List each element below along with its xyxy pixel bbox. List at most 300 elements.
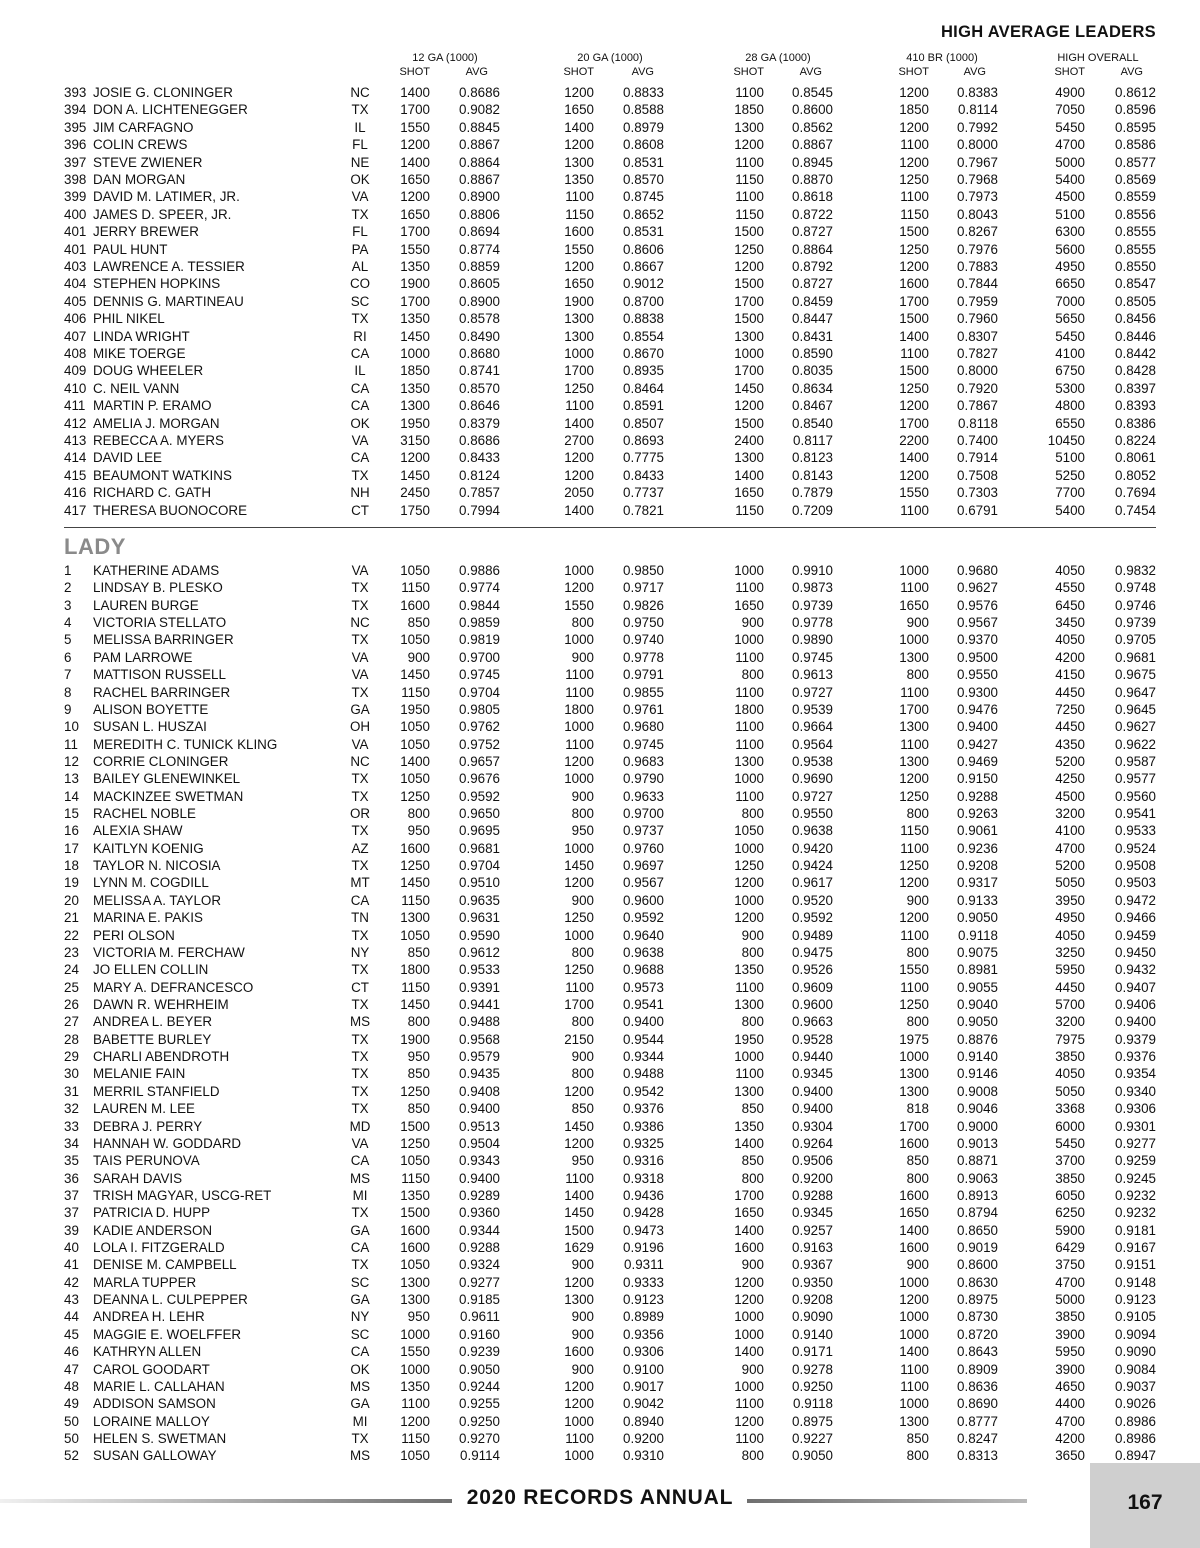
cell-shot-high-overall: 5200	[1055, 753, 1085, 769]
cell-shot-12ga: 1700	[400, 102, 430, 118]
cell-shot-20ga: 1100	[565, 736, 594, 752]
cell-avg-high-overall: 0.8550	[1115, 259, 1156, 274]
cell-avg-410br: 0.9050	[957, 1014, 998, 1030]
cell-avg-20ga: 0.8670	[623, 346, 664, 361]
cell-shot-high-overall: 5950	[1055, 1344, 1085, 1360]
cell-state: MS	[349, 1170, 371, 1186]
cell-avg-12ga: 0.9400	[459, 1101, 500, 1117]
cell-shot-410br: 1650	[899, 1205, 929, 1221]
cell-name: MATTISON RUSSELL	[93, 667, 226, 683]
table-row	[0, 562, 1200, 579]
cell-avg-410br: 0.8247	[957, 1431, 998, 1446]
cell-shot-20ga: 1450	[564, 1205, 594, 1221]
cell-shot-12ga: 1500	[400, 1205, 430, 1221]
cell-shot-20ga: 1000	[564, 840, 594, 856]
cell-shot-410br: 1100	[900, 927, 929, 943]
cell-rank: 27	[64, 1014, 79, 1030]
cell-shot-410br: 900	[906, 615, 929, 631]
cell-avg-410br: 0.7992	[957, 119, 998, 135]
cell-shot-20ga: 1700	[564, 997, 594, 1012]
cell-avg-410br: 0.8636	[957, 1378, 998, 1394]
cell-rank: 413	[64, 433, 87, 448]
cell-shot-12ga: 850	[407, 615, 430, 631]
cell-name: JO ELLEN COLLIN	[93, 962, 209, 978]
cell-avg-12ga: 0.8605	[459, 276, 500, 292]
cell-rank: 43	[64, 1292, 79, 1308]
cell-shot-28ga: 1300	[734, 450, 764, 466]
cell-avg-12ga: 0.8900	[459, 189, 500, 205]
cell-name: C. NEIL VANN	[93, 380, 180, 396]
cell-avg-high-overall: 0.7454	[1115, 502, 1156, 518]
cell-shot-12ga: 1050	[400, 632, 430, 648]
table-row	[0, 979, 1200, 996]
table-row	[0, 909, 1200, 926]
cell-avg-high-overall: 0.8577	[1115, 154, 1156, 170]
cell-rank: 50	[64, 1413, 79, 1429]
cell-shot-high-overall: 6050	[1055, 1187, 1085, 1203]
cell-avg-12ga: 0.9592	[459, 788, 500, 804]
cell-shot-12ga: 1700	[400, 224, 430, 240]
cell-avg-20ga: 0.9717	[623, 580, 664, 596]
cell-shot-12ga: 1150	[401, 1170, 430, 1186]
cell-avg-12ga: 0.9250	[459, 1413, 500, 1429]
cell-avg-410br: 0.7914	[957, 450, 998, 466]
cell-avg-12ga: 0.9289	[459, 1187, 500, 1203]
cell-rank: 401	[64, 241, 87, 257]
shot-header-410br: SHOT	[898, 66, 929, 78]
cell-rank: 412	[64, 415, 87, 431]
cell-avg-12ga: 0.9400	[459, 1170, 500, 1186]
cell-state: VA	[351, 649, 369, 665]
cell-name: DOUG WHEELER	[93, 363, 204, 379]
cell-avg-12ga: 0.9695	[459, 823, 500, 839]
cell-shot-high-overall: 5400	[1055, 172, 1085, 187]
table-row	[0, 770, 1200, 787]
cell-name: THERESA BUONOCORE	[93, 502, 248, 518]
cell-avg-12ga: 0.9859	[459, 615, 500, 631]
cell-rank: 45	[64, 1326, 79, 1342]
cell-name: MARLA TUPPER	[93, 1274, 197, 1290]
cell-avg-28ga: 0.9257	[792, 1222, 833, 1238]
cell-shot-12ga: 1800	[400, 962, 430, 978]
cell-shot-410br: 1300	[899, 719, 929, 735]
cell-avg-20ga: 0.8570	[623, 172, 664, 187]
cell-avg-20ga: 0.8989	[623, 1309, 664, 1325]
cell-shot-12ga: 950	[407, 823, 430, 839]
cell-shot-410br: 1700	[899, 415, 929, 431]
cell-name: BABETTE BURLEY	[93, 1031, 212, 1047]
cell-shot-28ga: 1050	[734, 823, 764, 839]
cell-avg-12ga: 0.8578	[459, 311, 500, 327]
cell-avg-28ga: 0.8467	[792, 398, 833, 414]
cell-avg-28ga: 0.9613	[792, 667, 833, 683]
cell-avg-20ga: 0.9325	[623, 1135, 664, 1151]
cell-shot-410br: 1700	[899, 1118, 929, 1134]
cell-state: NE	[350, 154, 370, 170]
cell-avg-410br: 0.8643	[957, 1344, 998, 1360]
cell-shot-high-overall: 3900	[1055, 1326, 1085, 1342]
cell-shot-28ga: 1100	[735, 580, 764, 596]
cell-shot-28ga: 1100	[735, 649, 764, 665]
cell-shot-12ga: 1450	[400, 467, 430, 483]
cell-avg-410br: 0.7883	[957, 259, 998, 274]
cell-avg-high-overall: 0.9705	[1115, 632, 1156, 648]
cell-rank: 398	[64, 172, 87, 187]
page-number-box	[1090, 1463, 1200, 1548]
cell-shot-28ga: 800	[741, 1448, 764, 1464]
cell-avg-410br: 0.7867	[957, 398, 998, 414]
cell-shot-28ga: 1000	[734, 1326, 764, 1342]
cell-avg-20ga: 0.8531	[623, 154, 664, 170]
cell-avg-410br: 0.9236	[957, 840, 998, 856]
cell-avg-20ga: 0.9640	[623, 927, 664, 943]
cell-name: PAUL HUNT	[93, 241, 168, 257]
cell-state: TX	[351, 771, 369, 787]
cell-avg-12ga: 0.8900	[459, 293, 500, 309]
table-row	[0, 1361, 1200, 1378]
cell-shot-high-overall: 4900	[1055, 85, 1085, 100]
cell-avg-410br: 0.8913	[957, 1187, 998, 1203]
cell-avg-28ga: 0.9367	[792, 1257, 833, 1273]
cell-avg-12ga: 0.9360	[459, 1205, 500, 1221]
cell-shot-20ga: 1000	[564, 632, 594, 648]
cell-avg-high-overall: 0.9259	[1115, 1153, 1156, 1169]
cell-avg-high-overall: 0.9622	[1115, 736, 1156, 752]
cell-shot-20ga: 1200	[564, 1135, 594, 1151]
table-row	[0, 1065, 1200, 1082]
cell-avg-410br: 0.8118	[958, 415, 998, 431]
cell-rank: 400	[64, 206, 87, 222]
cell-shot-28ga: 1100	[735, 85, 764, 100]
cell-avg-410br: 0.9040	[957, 997, 998, 1012]
cell-shot-28ga: 1300	[734, 753, 764, 769]
cell-avg-410br: 0.9118	[958, 927, 998, 943]
cell-avg-28ga: 0.9890	[792, 632, 833, 648]
cell-rank: 409	[64, 363, 87, 379]
cell-avg-12ga: 0.9657	[459, 753, 500, 769]
cell-name: SARAH DAVIS	[93, 1170, 183, 1186]
cell-shot-28ga: 800	[741, 806, 764, 822]
cell-avg-20ga: 0.9310	[623, 1448, 664, 1464]
cell-shot-410br: 800	[906, 1170, 929, 1186]
table-row	[0, 84, 1200, 101]
cell-rank: 7	[64, 667, 72, 683]
cell-avg-28ga: 0.7209	[792, 502, 833, 518]
cell-shot-28ga: 1300	[734, 328, 764, 344]
cell-avg-20ga: 0.8652	[623, 206, 664, 222]
cell-avg-high-overall: 0.9026	[1115, 1396, 1156, 1412]
cell-avg-20ga: 0.9042	[623, 1396, 664, 1412]
cell-state: AZ	[351, 840, 369, 856]
cell-shot-28ga: 1000	[734, 892, 764, 908]
cell-avg-high-overall: 0.9681	[1115, 649, 1156, 665]
cell-shot-12ga: 1450	[400, 875, 430, 891]
cell-avg-410br: 0.9140	[957, 1049, 998, 1065]
cell-rank: 414	[64, 450, 87, 466]
cell-rank: 44	[64, 1309, 79, 1325]
cell-avg-28ga: 0.8634	[792, 380, 833, 396]
cell-shot-high-overall: 6000	[1055, 1118, 1085, 1134]
table-row	[0, 1256, 1200, 1273]
cell-avg-high-overall: 0.9627	[1115, 719, 1156, 735]
cell-shot-high-overall: 3200	[1055, 1014, 1085, 1030]
cell-shot-28ga: 800	[741, 944, 764, 960]
cell-state: OR	[349, 806, 371, 822]
cell-avg-410br: 0.9046	[957, 1101, 998, 1117]
cell-shot-20ga: 800	[571, 806, 594, 822]
cell-avg-high-overall: 0.8428	[1115, 363, 1156, 379]
cell-shot-12ga: 850	[407, 1101, 430, 1117]
cell-avg-28ga: 0.9163	[792, 1240, 833, 1256]
cell-avg-high-overall: 0.9232	[1115, 1187, 1156, 1203]
cell-avg-12ga: 0.8570	[459, 380, 500, 396]
table-row	[0, 136, 1200, 153]
cell-shot-410br: 1150	[900, 823, 929, 839]
cell-shot-20ga: 1200	[564, 259, 594, 274]
cell-shot-410br: 1600	[899, 1187, 929, 1203]
cell-shot-high-overall: 5200	[1055, 858, 1085, 874]
shot-header-12ga: SHOT	[399, 66, 430, 78]
cell-avg-28ga: 0.9440	[792, 1049, 833, 1065]
cell-name: LOLA I. FITZGERALD	[93, 1240, 225, 1256]
cell-avg-28ga: 0.8975	[792, 1413, 833, 1429]
cell-shot-high-overall: 4100	[1055, 346, 1085, 361]
cell-avg-12ga: 0.9745	[459, 667, 500, 683]
cell-avg-high-overall: 0.9105	[1115, 1309, 1156, 1325]
cell-shot-20ga: 1000	[564, 1448, 594, 1464]
cell-avg-28ga: 0.8035	[792, 363, 833, 379]
cell-avg-28ga: 0.8143	[792, 467, 833, 483]
cell-avg-12ga: 0.9441	[459, 997, 500, 1012]
cell-shot-410br: 1100	[900, 137, 929, 153]
cell-shot-410br: 800	[906, 944, 929, 960]
cell-shot-high-overall: 4100	[1055, 823, 1085, 839]
cell-avg-12ga: 0.8806	[459, 206, 500, 222]
cell-avg-410br: 0.7920	[957, 380, 998, 396]
cell-shot-high-overall: 4700	[1055, 1274, 1085, 1290]
cell-shot-high-overall: 4400	[1055, 1396, 1085, 1412]
cell-rank: 23	[64, 944, 79, 960]
cell-rank: 21	[64, 910, 79, 926]
cell-shot-12ga: 800	[407, 1014, 430, 1030]
cell-avg-high-overall: 0.9432	[1115, 962, 1156, 978]
cell-avg-20ga: 0.7775	[623, 450, 664, 466]
cell-rank: 28	[64, 1031, 79, 1047]
cell-shot-high-overall: 4350	[1055, 736, 1085, 752]
cell-avg-20ga: 0.9318	[623, 1170, 664, 1186]
cell-avg-410br: 0.9400	[957, 719, 998, 735]
cell-avg-20ga: 0.9850	[623, 563, 664, 578]
cell-shot-12ga: 1250	[400, 1083, 430, 1099]
cell-state: MS	[349, 1378, 371, 1394]
cell-avg-12ga: 0.9435	[459, 1066, 500, 1082]
cell-shot-12ga: 1050	[400, 719, 430, 735]
cell-shot-high-overall: 4500	[1055, 189, 1085, 205]
cell-shot-410br: 818	[906, 1101, 929, 1117]
cell-shot-28ga: 1150	[735, 206, 764, 222]
cell-shot-28ga: 1100	[735, 684, 764, 700]
cell-name: DENISE M. CAMPBELL	[93, 1257, 237, 1273]
cell-shot-12ga: 1550	[400, 119, 430, 135]
cell-avg-high-overall: 0.9148	[1115, 1274, 1156, 1290]
cell-shot-20ga: 1100	[565, 1170, 594, 1186]
cell-avg-20ga: 0.9306	[623, 1344, 664, 1360]
cell-avg-12ga: 0.8867	[459, 137, 500, 153]
cell-state: NY	[350, 944, 370, 960]
cell-shot-410br: 1000	[899, 1396, 929, 1412]
cell-name: LAWRENCE A. TESSIER	[93, 259, 245, 274]
cell-shot-12ga: 1050	[400, 1257, 430, 1273]
cell-shot-20ga: 1100	[565, 979, 594, 995]
cell-avg-20ga: 0.9638	[623, 944, 664, 960]
table-row	[0, 293, 1200, 310]
cell-avg-410br: 0.8975	[957, 1292, 998, 1308]
cell-avg-12ga: 0.8867	[459, 172, 500, 187]
cell-rank: 417	[64, 502, 87, 518]
cell-rank: 3	[64, 597, 72, 613]
cell-name: DAVID LEE	[93, 450, 162, 466]
cell-avg-410br: 0.8630	[957, 1274, 998, 1290]
cell-shot-410br: 1250	[899, 997, 929, 1012]
cell-shot-28ga: 1200	[734, 1413, 764, 1429]
cell-name: DAN MORGAN	[93, 172, 186, 187]
cell-avg-28ga: 0.8545	[792, 85, 833, 100]
table-row	[0, 119, 1200, 136]
cell-shot-410br: 1150	[900, 206, 929, 222]
cell-shot-20ga: 1200	[564, 1083, 594, 1099]
cell-avg-12ga: 0.9579	[459, 1049, 500, 1065]
cell-avg-12ga: 0.9244	[459, 1378, 500, 1394]
cell-avg-high-overall: 0.9746	[1115, 597, 1156, 613]
cell-rank: 405	[64, 293, 87, 309]
cell-avg-12ga: 0.9704	[459, 684, 500, 700]
cell-state: OK	[350, 1361, 370, 1377]
footer-rule-left	[0, 1499, 452, 1503]
cell-shot-20ga: 1200	[564, 1396, 594, 1412]
cell-shot-28ga: 800	[741, 1170, 764, 1186]
cell-shot-410br: 1650	[899, 597, 929, 613]
cell-rank: 20	[64, 892, 79, 908]
cell-shot-12ga: 1750	[400, 502, 430, 518]
table-row	[0, 171, 1200, 188]
cell-name: STEPHEN HOPKINS	[93, 276, 221, 292]
avg-header-28ga: AVG	[799, 66, 822, 78]
cell-state: CA	[350, 380, 370, 396]
cell-avg-high-overall: 0.9406	[1115, 997, 1156, 1012]
cell-avg-high-overall: 0.8456	[1115, 311, 1156, 327]
cell-shot-20ga: 1200	[564, 753, 594, 769]
cell-avg-28ga: 0.9873	[792, 580, 833, 596]
cell-avg-20ga: 0.9544	[623, 1031, 664, 1047]
cell-name: CORRIE CLONINGER	[93, 753, 229, 769]
cell-state: TX	[351, 1083, 369, 1099]
cell-rank: 401	[64, 224, 87, 240]
cell-avg-12ga: 0.9082	[459, 102, 500, 118]
cell-rank: 16	[64, 823, 79, 839]
cell-avg-410br: 0.8650	[957, 1222, 998, 1238]
group-header-20ga: 20 GA (1000)	[577, 52, 643, 64]
cell-shot-12ga: 1650	[400, 206, 430, 222]
cell-state: OK	[350, 415, 370, 431]
cell-name: JAMES D. SPEER, JR.	[93, 206, 232, 222]
cell-shot-28ga: 1100	[735, 788, 764, 804]
cell-rank: 393	[64, 85, 87, 100]
cell-shot-410br: 800	[906, 667, 929, 683]
cell-avg-12ga: 0.9408	[459, 1083, 500, 1099]
cell-shot-20ga: 850	[571, 1101, 594, 1117]
cell-avg-20ga: 0.9740	[623, 632, 664, 648]
cell-avg-12ga: 0.9700	[459, 649, 500, 665]
cell-avg-410br: 0.9263	[957, 806, 998, 822]
cell-avg-410br: 0.9075	[957, 944, 998, 960]
cell-shot-410br: 850	[906, 1431, 929, 1446]
cell-shot-12ga: 1050	[400, 736, 430, 752]
cell-shot-410br: 800	[906, 806, 929, 822]
cell-avg-high-overall: 0.8386	[1115, 415, 1156, 431]
table-row	[0, 328, 1200, 345]
cell-shot-410br: 1550	[899, 962, 929, 978]
cell-state: TX	[351, 597, 369, 613]
table-row	[0, 1100, 1200, 1117]
cell-shot-28ga: 1000	[734, 1309, 764, 1325]
cell-name: ALEXIA SHAW	[93, 823, 183, 839]
cell-rank: 404	[64, 276, 87, 292]
cell-state: TX	[351, 997, 369, 1012]
avg-header-12ga: AVG	[465, 66, 488, 78]
cell-shot-28ga: 1200	[734, 875, 764, 891]
cell-avg-410br: 0.9000	[957, 1118, 998, 1134]
cell-name: TRISH MAGYAR, USCG-RET	[93, 1187, 272, 1203]
cell-avg-12ga: 0.9611	[460, 1309, 500, 1325]
cell-shot-high-overall: 5450	[1055, 328, 1085, 344]
cell-name: MACKINZEE SWETMAN	[93, 788, 244, 804]
cell-avg-high-overall: 0.9094	[1115, 1326, 1156, 1342]
cell-shot-410br: 800	[906, 1448, 929, 1464]
cell-name: PERI OLSON	[93, 927, 175, 943]
cell-avg-20ga: 0.9356	[623, 1326, 664, 1342]
cell-shot-20ga: 800	[571, 615, 594, 631]
table-row	[0, 753, 1200, 770]
table-row	[0, 206, 1200, 223]
cell-avg-20ga: 0.9683	[623, 753, 664, 769]
table-row	[0, 1222, 1200, 1239]
cell-shot-410br: 1200	[899, 259, 929, 274]
cell-avg-20ga: 0.9311	[624, 1257, 664, 1273]
cell-state: RI	[353, 328, 367, 344]
cell-shot-high-overall: 4050	[1055, 927, 1085, 943]
table-row	[0, 345, 1200, 362]
table-row	[0, 718, 1200, 735]
cell-shot-410br: 1200	[899, 1292, 929, 1308]
cell-avg-12ga: 0.9533	[459, 962, 500, 978]
shot-header-28ga: SHOT	[733, 66, 764, 78]
cell-shot-12ga: 1600	[400, 840, 430, 856]
section-divider	[64, 527, 1156, 528]
cell-avg-410br: 0.8981	[957, 962, 998, 978]
cell-shot-high-overall: 6300	[1055, 224, 1085, 240]
avg-header-410br: AVG	[963, 66, 986, 78]
cell-name: TAYLOR N. NICOSIA	[93, 858, 221, 874]
cell-shot-410br: 1200	[899, 85, 929, 100]
cell-shot-high-overall: 5000	[1055, 154, 1085, 170]
cell-rank: 394	[64, 102, 87, 118]
cell-name: KADIE ANDERSON	[93, 1222, 213, 1238]
table-row	[0, 579, 1200, 596]
cell-state: VA	[351, 433, 369, 448]
cell-shot-12ga: 1900	[400, 1031, 430, 1047]
cell-shot-high-overall: 3368	[1055, 1101, 1085, 1117]
cell-avg-high-overall: 0.9354	[1115, 1066, 1156, 1082]
